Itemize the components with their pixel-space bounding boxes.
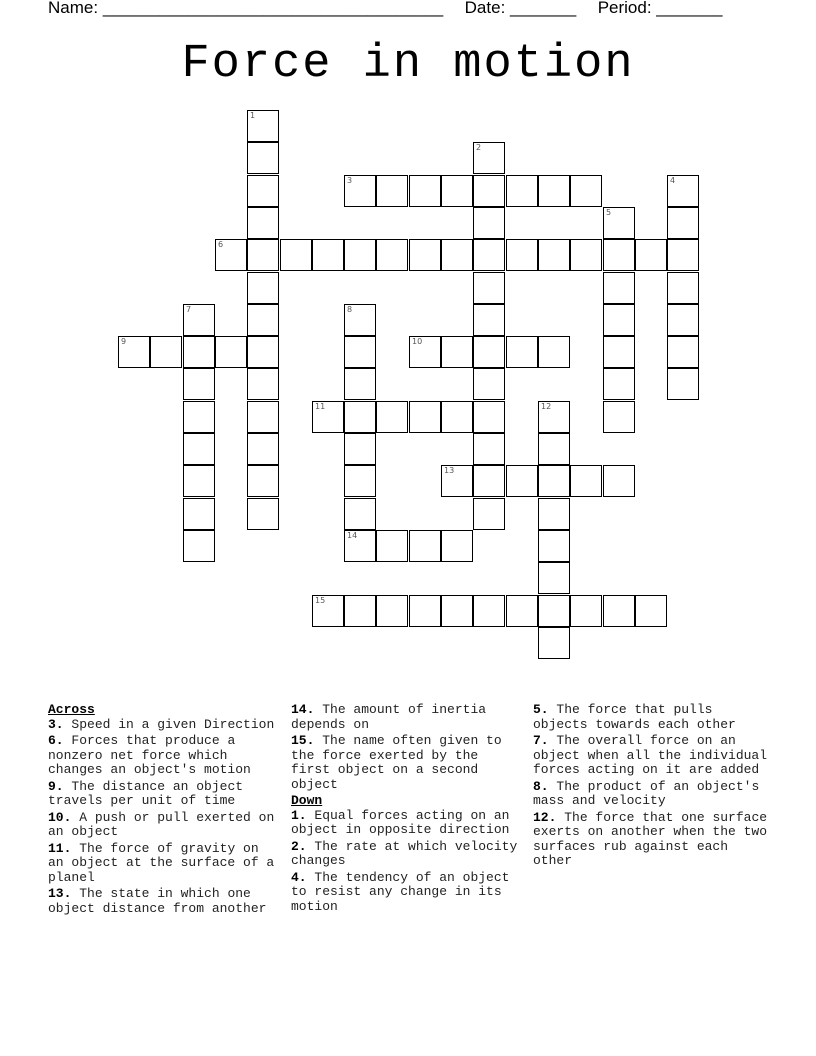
crossword-cell[interactable] [538,239,570,271]
clue-number: 7 [186,305,192,314]
crossword-cell[interactable] [473,175,505,207]
crossword-cell[interactable] [538,595,570,627]
crossword-cell[interactable] [473,239,505,271]
crossword-cell[interactable] [215,239,247,271]
clue-across-3: 3. Speed in a given Direction [48,716,275,732]
crossword-cell[interactable] [538,465,570,497]
crossword-cell[interactable] [344,433,376,465]
crossword-cell[interactable] [473,336,505,368]
crossword-cell[interactable] [409,239,441,271]
clues-column-2 [291,703,523,916]
clue-number: 12 [541,402,552,411]
crossword-cell[interactable] [409,336,441,368]
crossword-cell[interactable] [667,239,699,271]
crossword-cell[interactable] [247,175,279,207]
crossword-cell[interactable] [247,207,279,239]
crossword-cell[interactable] [344,498,376,530]
clue-number: 8 [347,305,353,314]
crossword-cell[interactable] [635,595,667,627]
crossword-cell[interactable] [344,239,376,271]
clue-across-9: 9. The distance an object travels per unit of time [48,778,244,808]
crossword-cell[interactable] [247,272,279,304]
crossword-cell[interactable] [603,336,635,368]
crossword-cell[interactable] [441,336,473,368]
crossword-cell[interactable] [312,595,344,627]
crossword-cell[interactable] [409,401,441,433]
clue-down-4: 4. The tendency of an object to resist any change in its motion [291,869,510,914]
crossword-cell[interactable] [247,110,279,142]
crossword-cell[interactable] [409,530,441,562]
crossword-cell[interactable] [473,142,505,174]
clue-number: 11 [315,402,326,411]
crossword-cell[interactable] [473,272,505,304]
crossword-cell[interactable] [344,530,376,562]
crossword-cell[interactable] [376,595,408,627]
period-label: Period: [597,0,652,17]
crossword-cell[interactable] [506,239,538,271]
clue-down-8: 8. The product of an object's mass and velocity [533,778,760,808]
crossword-cell[interactable] [635,239,667,271]
crossword-cell[interactable] [570,239,602,271]
down-heading: Down [291,793,323,808]
name-blank[interactable]: ____________________________________ [102,0,444,17]
crossword-cell[interactable] [570,465,602,497]
crossword-cell[interactable] [409,175,441,207]
crossword-cell[interactable] [344,595,376,627]
crossword-cell[interactable] [506,465,538,497]
date-blank[interactable]: _______ [510,0,577,17]
crossword-cell[interactable] [441,530,473,562]
crossword-cell[interactable] [667,207,699,239]
crossword-cell[interactable] [667,175,699,207]
crossword-cell[interactable] [409,595,441,627]
clue-number: 9 [121,337,127,346]
crossword-cell[interactable] [376,239,408,271]
crossword-cell[interactable] [312,401,344,433]
name-label: Name: [48,0,99,17]
crossword-cell[interactable] [376,175,408,207]
clue-across-15: 15. The name often given to the force exerted by the first object on a second object [291,733,502,792]
crossword-cell[interactable] [603,401,635,433]
clues-column-1 [48,703,282,918]
crossword-cell[interactable] [603,595,635,627]
crossword-cell[interactable] [538,336,570,368]
crossword-cell[interactable] [247,433,279,465]
clue-number: 6 [218,240,224,249]
date-label: Date: [464,0,506,17]
crossword-cell[interactable] [247,304,279,336]
crossword-cell[interactable] [538,627,570,659]
crossword-cell[interactable] [376,530,408,562]
period-blank[interactable]: _______ [656,0,723,17]
crossword-cell[interactable] [603,239,635,271]
crossword-cell[interactable] [538,562,570,594]
clue-down-1: 1. Equal forces acting on an object in opposite direction [291,807,510,837]
crossword-cell[interactable] [247,401,279,433]
crossword-cell[interactable] [183,401,215,433]
crossword-cell[interactable] [344,175,376,207]
clue-down-12: 12. The force that one surface exerts on another when the two surfaces rub against each other [533,809,768,868]
crossword-cell[interactable] [667,336,699,368]
crossword-cell[interactable] [441,401,473,433]
crossword-cell[interactable] [473,433,505,465]
page-title: Force in motion [181,38,635,91]
clue-number: 5 [606,208,612,217]
crossword-cell[interactable] [506,595,538,627]
clues-column-3 [533,703,773,871]
crossword-cell[interactable] [183,368,215,400]
crossword-cell[interactable] [247,498,279,530]
crossword-cell[interactable] [150,336,182,368]
crossword-cell[interactable] [473,595,505,627]
clue-number: 10 [412,337,423,346]
clue-across-13: 13. The state in which one object distance from another [48,886,267,916]
crossword-cell[interactable] [473,304,505,336]
crossword-cell[interactable] [603,368,635,400]
crossword-cell[interactable] [344,336,376,368]
clue-number: 1 [250,111,256,120]
crossword-cell[interactable] [344,465,376,497]
clue-across-6: 6. Forces that produce a nonzero net force which changes an object's motion [48,733,251,777]
crossword-cell[interactable] [538,498,570,530]
crossword-cell[interactable] [538,401,570,433]
crossword-cell[interactable] [603,207,635,239]
crossword-cell[interactable] [376,401,408,433]
crossword-cell[interactable] [667,272,699,304]
crossword-cell[interactable] [247,368,279,400]
clue-number: 3 [347,176,353,185]
clue-across-10: 10. A push or pull exerted on an object [48,809,275,839]
clue-down-2: 2. The rate at which velocity changes [291,838,518,868]
crossword-cell[interactable] [570,595,602,627]
crossword-cell[interactable] [344,368,376,400]
crossword-cell[interactable] [538,530,570,562]
clue-number: 4 [670,176,676,185]
crossword-cell[interactable] [344,304,376,336]
crossword-cell[interactable] [538,433,570,465]
crossword-cell[interactable] [506,336,538,368]
crossword-cell[interactable] [506,175,538,207]
crossword-cell[interactable] [247,239,279,271]
crossword-cell[interactable] [183,433,215,465]
crossword-cell[interactable] [312,239,344,271]
across-heading: Across [48,702,95,717]
crossword-cell[interactable] [473,465,505,497]
clue-across-11: 11. The force of gravity on an object at the surface of a planel [48,840,275,885]
crossword-cell[interactable] [473,207,505,239]
clue-number: 2 [476,143,482,152]
clue-down-7: 7. The overall force on an object when all the individual forces acting on it are added [533,733,768,777]
crossword-cell[interactable] [215,336,247,368]
crossword-cell[interactable] [183,530,215,562]
crossword-cell[interactable] [667,304,699,336]
crossword-cell[interactable] [603,465,635,497]
crossword-cell[interactable] [344,401,376,433]
crossword-cell[interactable] [183,304,215,336]
crossword-cell[interactable] [441,465,473,497]
crossword-cell[interactable] [538,175,570,207]
crossword-cell[interactable] [570,175,602,207]
crossword-cell[interactable] [247,336,279,368]
clue-down-5: 5. The force that pulls objects towards each other [533,702,736,732]
crossword-cell[interactable] [247,465,279,497]
crossword-cell[interactable] [473,401,505,433]
crossword-cell[interactable] [473,368,505,400]
crossword-cell[interactable] [183,336,215,368]
crossword-cell[interactable] [247,142,279,174]
clue-number: 14 [347,531,358,540]
crossword-cell[interactable] [603,304,635,336]
crossword-cell[interactable] [280,239,312,271]
crossword-cell[interactable] [183,498,215,530]
clue-number: 15 [315,596,326,605]
clue-number: 13 [444,466,455,475]
crossword-cell[interactable] [441,239,473,271]
crossword-cell[interactable] [118,336,150,368]
crossword-cell[interactable] [603,272,635,304]
crossword-cell[interactable] [473,498,505,530]
crossword-cell[interactable] [441,175,473,207]
crossword-cell[interactable] [441,595,473,627]
crossword-cell[interactable] [183,465,215,497]
clue-across-14: 14. The amount of inertia depends on [291,702,487,732]
crossword-cell[interactable] [667,368,699,400]
